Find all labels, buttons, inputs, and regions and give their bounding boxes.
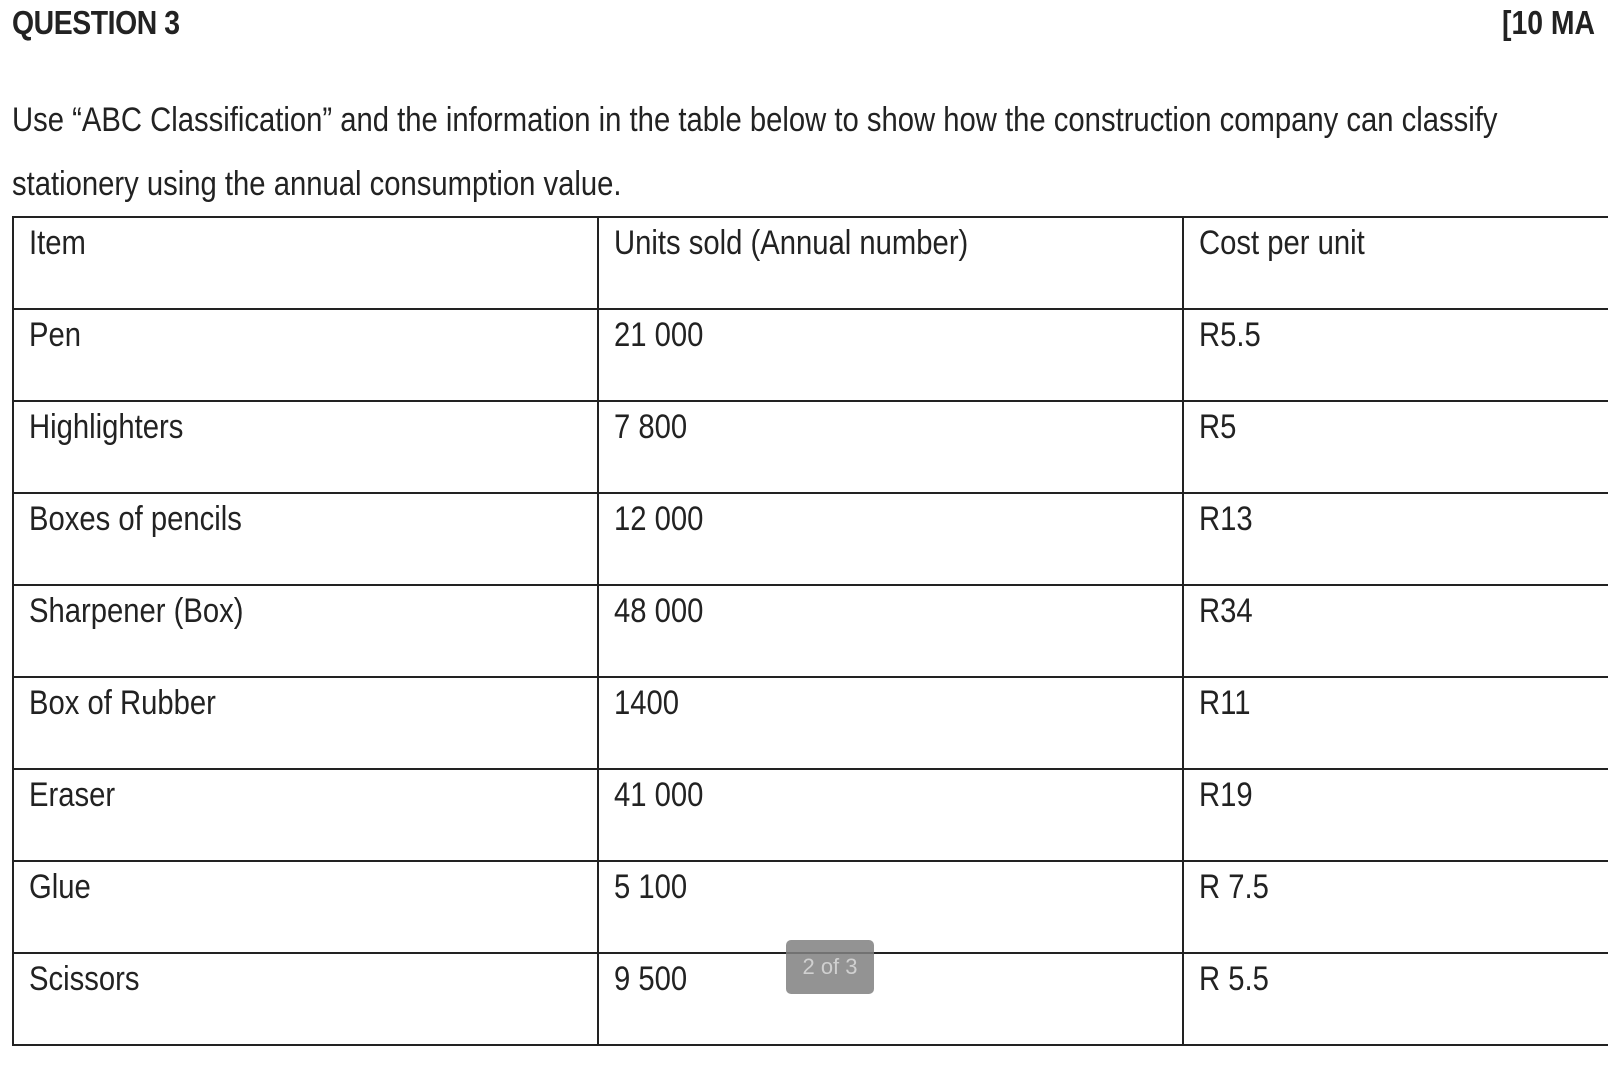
cost-cell: R13 (1183, 493, 1608, 585)
table-row (13, 585, 1608, 677)
stationery-table (12, 216, 1608, 1046)
item-cell: Pen (13, 309, 598, 401)
units-cell: 12 000 (598, 493, 1183, 585)
question-instructions (12, 88, 1560, 216)
units-cell: 21 000 (598, 309, 1183, 401)
header-cell-units: Units sold (Annual number) (598, 217, 1183, 309)
table-row (13, 401, 1608, 493)
units-cell: 41 000 (598, 769, 1183, 861)
cost-cell: R5 (1183, 401, 1608, 493)
header-cell-cost: Cost per unit (1183, 217, 1608, 309)
header-cell-item: Item (13, 217, 598, 309)
table-row (13, 309, 1608, 401)
cost-cell: R19 (1183, 769, 1608, 861)
table-header-row (13, 217, 1608, 309)
cost-cell: R11 (1183, 677, 1608, 769)
question-title: QUESTION 3 (12, 4, 180, 41)
item-cell: Eraser (13, 769, 598, 861)
question-marks: [10 MA (1502, 4, 1596, 41)
item-cell: Sharpener (Box) (13, 585, 598, 677)
cost-cell: R5.5 (1183, 309, 1608, 401)
units-cell: 5 100 (598, 861, 1183, 953)
item-cell: Boxes of pencils (13, 493, 598, 585)
item-cell: Scissors (13, 953, 598, 1045)
units-cell: 48 000 (598, 585, 1183, 677)
instructions-line-2: stationery using the annual consumption value. (12, 165, 622, 203)
question-header (12, 0, 1608, 48)
cost-cell: R 5.5 (1183, 953, 1608, 1045)
item-cell: Highlighters (13, 401, 598, 493)
table-row (13, 493, 1608, 585)
page-indicator: 2 of 3 (786, 940, 874, 994)
instructions-line-1: Use “ABC Classification” and the information in the table below to show how the construction company can classify (12, 101, 1498, 139)
units-cell: 1400 (598, 677, 1183, 769)
table-row (13, 677, 1608, 769)
cost-cell: R34 (1183, 585, 1608, 677)
item-cell: Box of Rubber (13, 677, 598, 769)
cost-cell: R 7.5 (1183, 861, 1608, 953)
item-cell: Glue (13, 861, 598, 953)
table-row (13, 769, 1608, 861)
units-cell: 9 500 (598, 953, 1183, 1045)
units-cell: 7 800 (598, 401, 1183, 493)
